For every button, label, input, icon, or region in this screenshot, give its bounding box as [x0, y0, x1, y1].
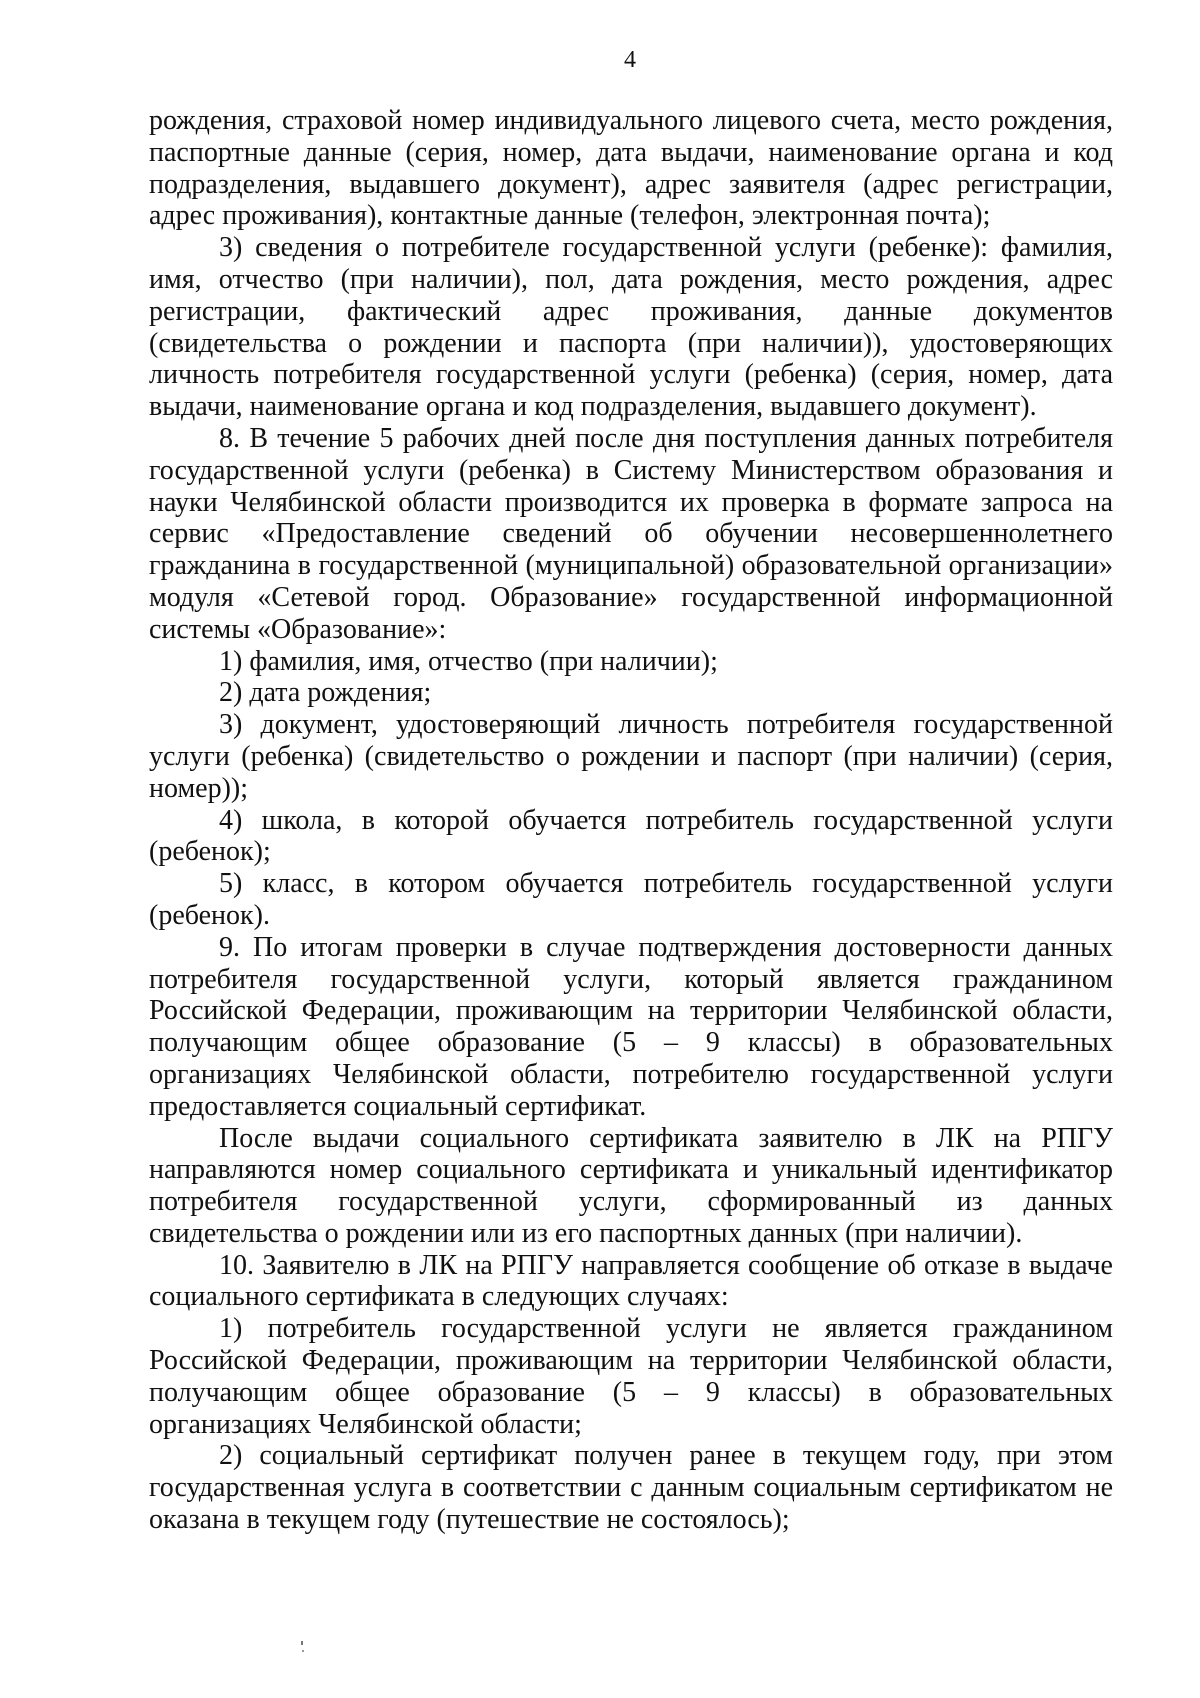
clause-10: 10. Заявителю в ЛК на РПГУ направляется сообщение об отказе в выдаче социального сертификата в следующих случаях:	[149, 1249, 1113, 1313]
page-number: 4	[624, 47, 636, 73]
paragraph-after-issue: После выдачи социального сертификата заявителю в ЛК на РПГУ направляются номер социального сертификата и уникальный идентификатор потребителя государственной услуги, сформированный из данных свидетельства о рождении или из его паспортных данных (при наличии).	[149, 1122, 1113, 1249]
list-item-full-name: 1) фамилия, имя, отчество (при наличии);	[219, 645, 718, 677]
list-item-refusal-2: 2) социальный сертификат получен ранее в текущем году, при этом государственная услуга в соответствии с данным социальным сертификатом не оказана в текущем году (путешествие не состоялось);	[149, 1440, 1113, 1536]
list-item-school: 4) школа, в которой обучается потребитель государственной услуги (ребенок);	[149, 804, 1113, 868]
list-item-birth-date: 2) дата рождения;	[219, 677, 432, 709]
list-item-class: 5) класс, в котором обучается потребитель государственной услуги (ребенок).	[149, 868, 1113, 931]
paragraph-continuation: рождения, страховой номер индивидуального лицевого счета, место рождения, паспортные данные (серия, номер, дата выдачи, наименование органа и код подразделения, выдавшего документ), адрес заявителя (адрес регистрации, адрес проживания), контактные данные (телефон, электронная почта);	[149, 105, 1113, 232]
scan-speck	[302, 1650, 304, 1652]
list-item-identity-document: 3) документ, удостоверяющий личность потребителя государственной услуги (ребенка) (свидетельство о рождении и паспорт (при наличии) (серия, номер));	[149, 709, 1113, 804]
list-item-consumer-info: 3) сведения о потребителе государственной услуги (ребенке): фамилия, имя, отчество (при наличии), пол, дата рождения, место рождения, адрес регистрации, фактический адрес проживания, данные документов (свидетельства о рождении и паспорта (при наличии)), удостоверяющих личность потребителя государственной услуги (ребенка) (серия, номер, дата выдачи, наименование органа и код подразделения, выдавшего документ).	[149, 232, 1113, 423]
clause-8: 8. В течение 5 рабочих дней после дня поступления данных потребителя государственной услуги (ребенка) в Систему Министерством образования и науки Челябинской области производится их проверка в формате запроса на сервис «Предоставление сведений об обучении несовершеннолетнего гражданина в государственной (муниципальной) образовательной организации» модуля «Сетевой город. Образование» государственной информационной системы «Образование»:	[149, 422, 1113, 645]
clause-9: 9. По итогам проверки в случае подтверждения достоверности данных потребителя государственной услуги, который является гражданином Российской Федерации, проживающим на территории Челябинской области, получающим общее образование (5 – 9 классы) в образовательных организациях Челябинской области, потребителю государственной услуги предоставляется социальный сертификат.	[149, 931, 1113, 1122]
scan-speck	[301, 1641, 303, 1645]
list-item-refusal-1: 1) потребитель государственной услуги не является гражданином Российской Федерации, проживающим на территории Челябинской области, получающим общее образование (5 – 9 классы) в образовательных организациях Челябинской области;	[149, 1313, 1113, 1440]
document-body	[149, 105, 1113, 1536]
